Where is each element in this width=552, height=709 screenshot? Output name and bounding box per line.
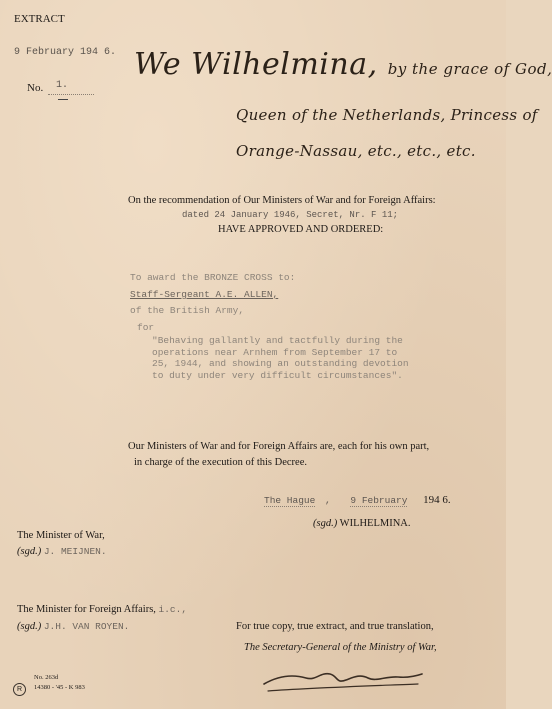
- war-name: J. MEIJNEN.: [43, 546, 107, 557]
- number-value: [56, 80, 92, 91]
- print-code: 14380 - '45 - K 983: [34, 684, 85, 691]
- foreign-name: J.H. VAN ROYEN.: [43, 621, 130, 632]
- title-sovereign: We Wilhelmina,: [134, 47, 378, 82]
- number-dash: [58, 99, 68, 100]
- foreign-sgd: (sgd.): [17, 621, 42, 632]
- preamble-line3: HAVE APPROVED AND ORDERED:: [218, 224, 384, 235]
- foreign-minister-signature: [17, 621, 129, 632]
- citation-line: to duty under very difficult circumstances".: [152, 369, 403, 381]
- secretary-handwritten-signature: [258, 662, 428, 696]
- citation-line: operations near Arnhem from September 17 to: [152, 346, 398, 358]
- place-name: The Hague: [264, 495, 316, 506]
- preamble-line2: dated 24 January 1946, Secret, Nr. F 11;: [182, 210, 399, 220]
- place-date: [264, 494, 451, 506]
- queen-name: WILHELMINA.: [339, 518, 411, 529]
- war-sgd: (sgd.): [17, 546, 42, 557]
- foreign-ic: i.c.,: [158, 604, 188, 615]
- war-minister-title: The Minister of War,: [17, 530, 105, 541]
- decree-title-line2: Queen of the Netherlands, Princess of: [236, 106, 538, 124]
- preamble-line1: On the recommendation of Our Ministers of War and for Foreign Affairs:: [128, 195, 436, 206]
- place-comma: ,: [325, 495, 331, 506]
- citation-line: 25, 1944, and showing an outstanding devotion: [152, 358, 409, 369]
- award-citation: [152, 335, 409, 381]
- number-label: No.: [27, 82, 44, 94]
- award-line: To award the BRONZE CROSS to:: [130, 272, 296, 283]
- citation-line: "Behaving gallantly and tactfully during the: [152, 335, 403, 346]
- decree-title-line1: [134, 46, 552, 88]
- award-unit: of the British Army,: [130, 305, 245, 316]
- war-minister-signature: [17, 546, 107, 557]
- date-text: 9 February: [350, 495, 408, 506]
- header-date: 9 February 194 6.: [14, 47, 117, 58]
- decree-title-line3: Orange-Nassau, etc., etc., etc.: [236, 142, 476, 160]
- award-for: for: [137, 322, 155, 333]
- foreign-minister-title: [17, 604, 187, 615]
- date-year: 194 6.: [423, 494, 451, 506]
- secretary-general-line: The Secretary-General of the Ministry of War,: [244, 642, 437, 653]
- extract-label: EXTRACT: [14, 13, 65, 25]
- execution-line1: Our Ministers of War and for Foreign Affairs are, each for his own part,: [128, 441, 430, 452]
- queen-signature: [313, 518, 411, 529]
- execution-line2: in charge of the execution of this Decree.: [134, 457, 307, 468]
- title-grace: by the grace of God,: [387, 60, 552, 78]
- award-recipient: Staff-Sergeant A.E. ALLEN,: [130, 289, 279, 300]
- queen-sgd: (sgd.): [313, 518, 338, 529]
- printer-mark-letter: R: [16, 686, 23, 693]
- foreign-title-text: The Minister for Foreign Affairs,: [17, 604, 156, 615]
- number-value-text: 1.: [56, 80, 69, 91]
- printer-mark-icon: [13, 683, 26, 696]
- true-copy-line: For true copy, true extract, and true translation,: [236, 621, 434, 632]
- number-underline: [48, 94, 94, 95]
- form-number: No. 263d: [34, 674, 59, 681]
